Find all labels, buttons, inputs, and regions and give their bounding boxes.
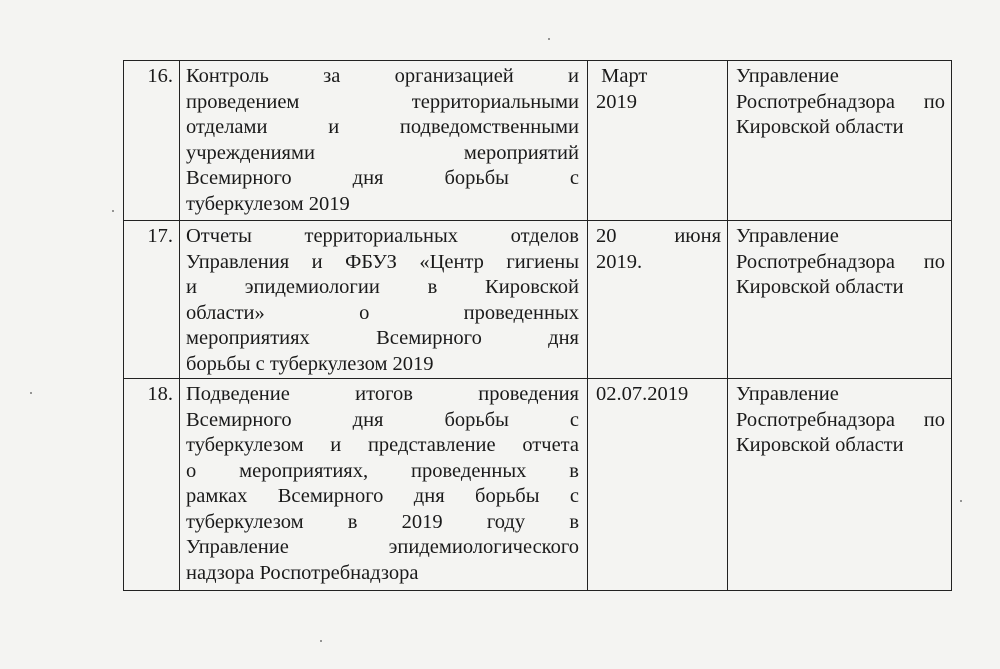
description-line: о мероприятиях, проведенных в	[186, 459, 579, 482]
row-number: 16.	[124, 61, 180, 221]
row-responsible	[728, 379, 952, 591]
description-line: борьбы с туберкулезом 2019	[186, 352, 434, 375]
responsible-line: Управление	[736, 383, 839, 405]
row-number: 17.	[124, 221, 180, 379]
date-line: 2019.	[596, 250, 643, 273]
scan-speck	[112, 210, 114, 212]
row-date	[588, 221, 728, 379]
description-line: Контроль за организацией и	[186, 65, 579, 87]
responsible-line: Кировской области	[736, 276, 904, 298]
description-line: области» о проведенных	[186, 301, 579, 324]
date-line: Март	[596, 65, 648, 87]
description-line: Всемирного дня борьбы с	[186, 408, 579, 431]
row-responsible	[728, 221, 952, 379]
description-line: мероприятиях Всемирного дня	[186, 327, 579, 349]
row-description	[180, 379, 588, 591]
date-line: 20 июня	[596, 225, 721, 247]
responsible-line: Роспотребнадзора по	[736, 250, 945, 273]
responsible-line: Кировской области	[736, 434, 904, 456]
table-row	[124, 221, 952, 379]
description-line: отделами и подведомственными	[186, 116, 579, 138]
plan-table	[123, 60, 952, 591]
responsible-line: Роспотребнадзора по	[736, 90, 945, 113]
responsible-line: Роспотребнадзора по	[736, 408, 945, 431]
responsible-line: Управление	[736, 65, 839, 87]
row-description	[180, 61, 588, 221]
description-line: учреждениями мероприятий	[186, 141, 579, 164]
description-line: Управления и ФБУЗ «Центр гигиены	[186, 250, 579, 273]
description-line: и эпидемиологии в Кировской	[186, 276, 579, 298]
row-responsible	[728, 61, 952, 221]
scan-speck	[548, 38, 550, 40]
table-row	[124, 379, 952, 591]
scan-speck	[320, 640, 322, 642]
description-line: надзора Роспотребнадзора	[186, 561, 419, 584]
description-line: Управление эпидемиологического	[186, 536, 579, 558]
row-date	[588, 61, 728, 221]
row-description	[180, 221, 588, 379]
description-line: проведением территориальными	[186, 90, 579, 113]
scan-speck	[30, 392, 32, 394]
description-line: туберкулезом 2019	[186, 192, 350, 215]
date-line: 2019	[596, 90, 637, 113]
responsible-line: Кировской области	[736, 116, 904, 138]
table-row	[124, 61, 952, 221]
row-date	[588, 379, 728, 591]
description-line: Всемирного дня борьбы с	[186, 167, 579, 189]
description-line: Подведение итогов проведения	[186, 383, 579, 405]
responsible-line: Управление	[736, 225, 839, 247]
description-line: Отчеты территориальных отделов	[186, 225, 579, 247]
description-line: туберкулезом в 2019 году в	[186, 510, 579, 533]
row-number: 18.	[124, 379, 180, 591]
description-line: туберкулезом и представление отчета	[186, 434, 579, 456]
scan-speck	[960, 500, 962, 502]
date-line: 02.07.2019	[596, 383, 689, 405]
description-line: рамках Всемирного дня борьбы с	[186, 485, 579, 507]
